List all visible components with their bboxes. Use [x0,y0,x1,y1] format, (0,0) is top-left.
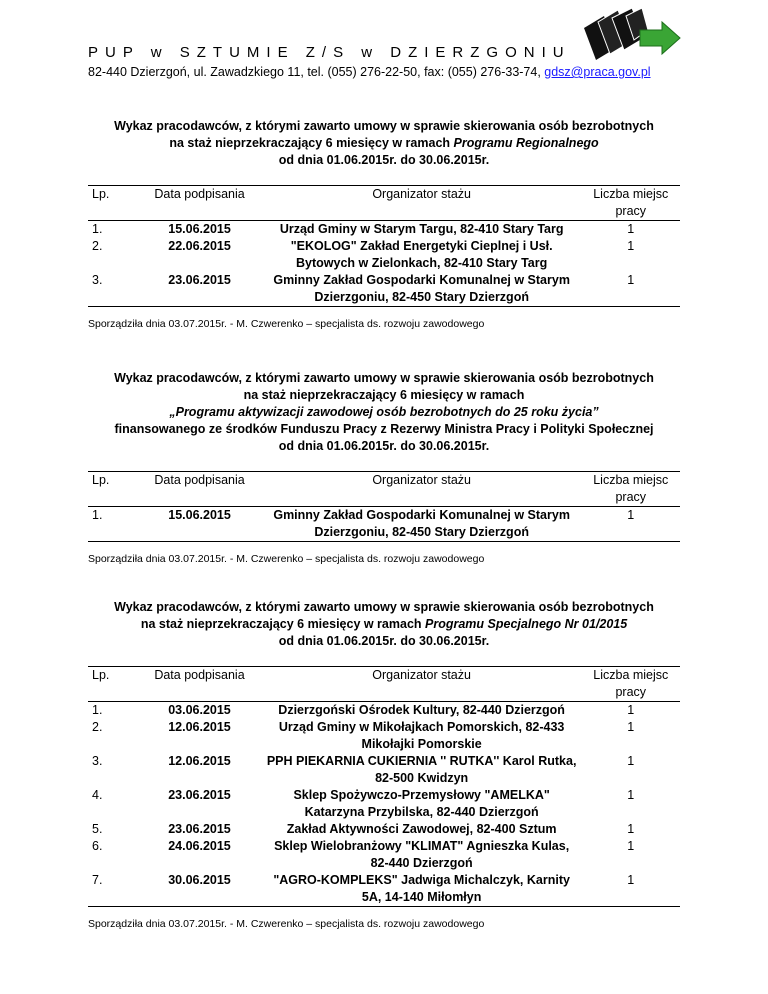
organizer: Gminny Zakład Gospodarki Komunalnej w Starym Dzierzgoniu, 82-450 Stary Dzierzgoń [273,273,570,304]
lp: 3. [92,754,103,768]
count: 1 [627,754,635,768]
col-lp: Lp. [88,186,137,221]
title-line: finansowanego ze środków Funduszu Pracy z Rezerwy Ministra Pracy i Polityki Społecznej [114,422,654,436]
prepared-by-note: Sporządziła dnia 03.07.2015r. - M. Czwerenko – specjalista ds. rozwoju zawodowego [88,318,485,330]
employers-table [88,185,680,307]
row-count [582,702,680,907]
date: 12.06.2015 [168,720,231,734]
lp: 1. [92,703,103,717]
date-range: od dnia 01.06.2015r. do 30.06.2015r. [278,153,490,167]
count: 1 [627,873,635,887]
count: 1 [627,239,635,253]
date: 23.06.2015 [168,822,231,836]
col-lp: Lp. [88,667,137,702]
row-lp [88,221,137,307]
table-header-row [88,472,680,507]
row-count [582,221,681,307]
organizer: Urząd Gminy w Mikołajkach Pomorskich, 82-433 Mikołajki Pomorskie [278,720,565,751]
office-address [88,64,688,80]
section-title [88,370,680,455]
program-name: Programu Regionalnego [453,136,599,150]
employers-table [88,471,680,542]
col-date: Data podpisania [137,667,261,702]
organizer: Sklep Wielobranżowy "KLIMAT" Agnieszka Kulas, 82-440 Dzierzgoń [274,839,570,870]
table-row [88,507,680,542]
page-header [88,44,688,80]
date: 03.06.2015 [168,703,231,717]
table-header-row [88,667,680,702]
organizer: PPH PIEKARNIA CUKIERNIA '' RUTKA'' Karol Rutka, 82-500 Kwidzyn [266,754,577,785]
title-line-text: na staż nieprzekraczający 6 miesięcy w ramach [140,617,426,631]
office-name: PUP w SZTUMIE Z/S w DZIERZGONIU [88,44,571,61]
section-title [88,118,680,169]
section-regional-program [88,118,680,331]
lp: 4. [92,788,103,802]
office-address-text: 82-440 Dzierzgoń, ul. Zawadzkiego 11, tel. (055) 276-22-50, fax: (055) 276-33-74, [88,65,545,79]
count: 1 [627,273,635,287]
date-range: od dnia 01.06.2015r. do 30.06.2015r. [278,439,490,453]
title-line: Wykaz pracodawców, z którymi zawarto umowy w sprawie skierowania osób bezrobotnych [114,119,654,133]
section-title [88,599,680,650]
row-organizer [262,702,582,907]
title-line [88,135,680,152]
section-youth-program [88,370,680,566]
email-link[interactable]: gdsz@praca.gov.pl [544,65,651,79]
count: 1 [627,703,635,717]
lp: 2. [92,720,103,734]
lp: 7. [92,873,103,887]
prepared-by-note: Sporządziła dnia 03.07.2015r. - M. Czwerenko – specjalista ds. rozwoju zawodowego [88,553,485,565]
lp: 6. [92,839,103,853]
program-name: Programu Specjalnego Nr 01/2015 [425,617,628,631]
col-count: Liczba miejsc pracy [582,472,681,507]
col-organizer: Organizator stażu [262,186,582,221]
organizer: Zakład Aktywności Zawodowej, 82-400 Sztum [286,822,557,836]
section-special-program [88,599,680,931]
date: 22.06.2015 [168,239,231,253]
organizer: Urząd Gminy w Starym Targu, 82-410 Stary Targ [279,222,564,236]
col-date: Data podpisania [137,472,261,507]
row-organizer [262,221,582,307]
row-date [137,221,261,307]
lp: 5. [92,822,103,836]
organizer: Dzierzgoński Ośrodek Kultury, 82-440 Dzierzgoń [278,703,565,717]
title-line: Wykaz pracodawców, z którymi zawarto umowy w sprawie skierowania osób bezrobotnych [114,600,654,614]
count: 1 [627,839,635,853]
row-date: 15.06.2015 [137,507,261,542]
employers-table [88,666,680,907]
count: 1 [627,222,635,236]
date: 12.06.2015 [168,754,231,768]
lp: 2. [92,239,103,253]
lp: 3. [92,273,103,287]
table-row [88,702,680,907]
table-row [88,221,680,307]
table-header-row [88,186,680,221]
title-line: na staż nieprzekraczający 6 miesięcy w ramach [243,388,525,402]
organizer: "EKOLOG" Zakład Energetyki Cieplnej i Usł. Bytowych w Zielonkach, 82-410 Stary Targ [290,239,553,270]
row-lp [88,702,137,907]
col-lp: Lp. [88,472,137,507]
col-organizer: Organizator stażu [262,667,582,702]
date: 30.06.2015 [168,873,231,887]
organizer: "AGRO-KOMPLEKS" Jadwiga Michalczyk, Karnity 5A, 14-140 Miłomłyn [273,873,570,904]
count: 1 [627,788,635,802]
date-range: od dnia 01.06.2015r. do 30.06.2015r. [278,634,490,648]
organizer: Sklep Spożywczo-Przemysłowy "AMELKA" Katarzyna Przybilska, 82-440 Dzierzgoń [293,788,550,819]
col-count: Liczba miejsc pracy [582,186,681,221]
lp: 1. [92,222,103,236]
date: 23.06.2015 [168,788,231,802]
row-count: 1 [582,507,681,542]
program-name: „Programu aktywizacji zawodowej osób bezrobotnych do 25 roku życia” [169,405,599,419]
count: 1 [627,720,635,734]
row-organizer: Gminny Zakład Gospodarki Komunalnej w Starym Dzierzgoniu, 82-450 Stary Dzierzgoń [262,507,582,542]
date: 24.06.2015 [168,839,231,853]
prepared-by-note: Sporządziła dnia 03.07.2015r. - M. Czwerenko – specjalista ds. rozwoju zawodowego [88,918,485,930]
col-date: Data podpisania [137,186,261,221]
title-line: Wykaz pracodawców, z którymi zawarto umowy w sprawie skierowania osób bezrobotnych [114,371,654,385]
row-lp: 1. [88,507,137,542]
date: 15.06.2015 [168,222,231,236]
title-line [88,616,680,633]
col-count: Liczba miejsc pracy [582,667,680,702]
title-line-text: na staż nieprzekraczający 6 miesięcy w ramach [169,136,454,150]
count: 1 [627,822,635,836]
col-organizer: Organizator stażu [262,472,582,507]
row-date [137,702,261,907]
date: 23.06.2015 [168,273,231,287]
